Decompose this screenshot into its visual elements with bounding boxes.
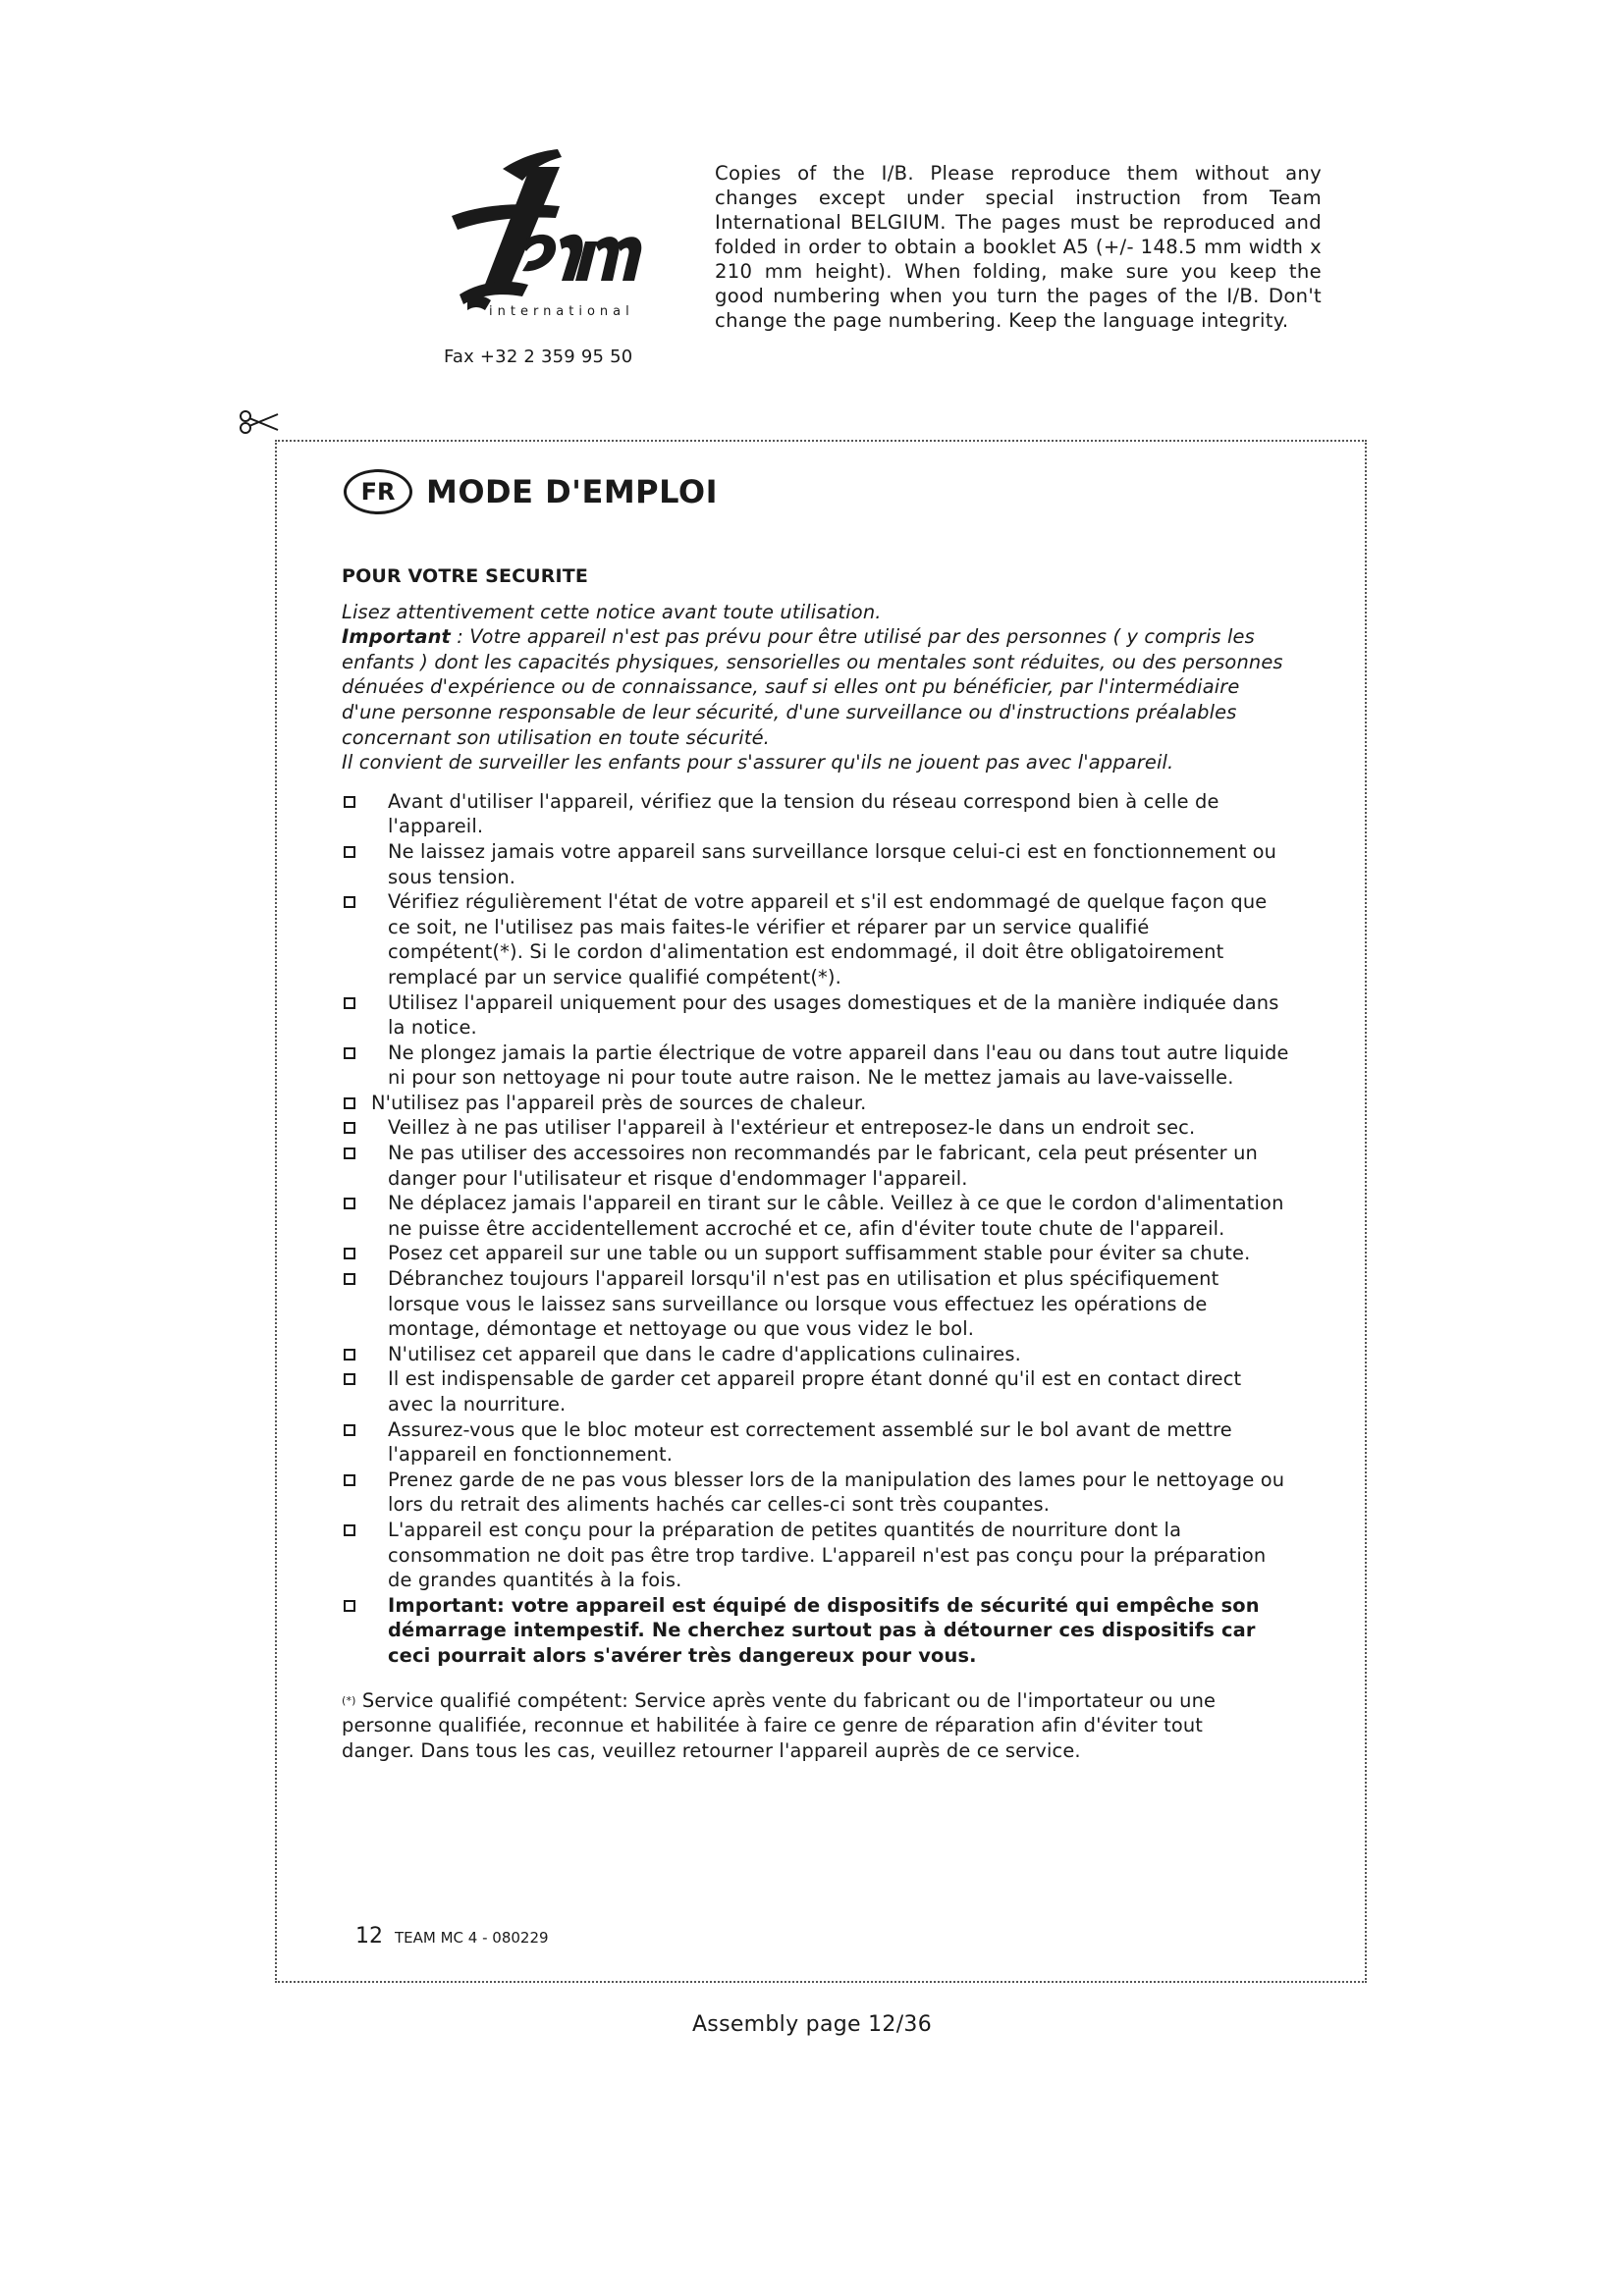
list-item: Veillez à ne pas utiliser l'appareil à l'extérieur et entreposez-le dans un endroit sec. [342,1115,1289,1141]
checkbox-bullet-icon [344,997,355,1009]
list-item: Prenez garde de ne pas vous blesser lors de la manipulation des lames pour le nettoyage ou lors du retrait des aliments hachés car celles-ci sont très coupantes. [342,1468,1289,1518]
section-heading: POUR VOTRE SECURITE [342,565,588,587]
checkbox-bullet-icon [344,1047,355,1059]
important-label: Important [342,625,451,649]
list-item-important: Important: votre appareil est équipé de dispositifs de sécurité qui empêche son démarrage intempestif. Ne cherchez surtout pas à détourner ces dispositifs car ceci pourrait alors s'avérer très dangereux pour vous. [342,1593,1289,1669]
checkbox-bullet-icon [344,1097,355,1109]
document-title: MODE D'EMPLOI [426,473,718,510]
list-item: Ne laissez jamais votre appareil sans surveillance lorsque celui-ci est en fonctionnement ou sous tension. [342,839,1289,889]
checkbox-bullet-icon [344,1122,355,1134]
footnote-text: Service qualifié compétent: Service après vente du fabricant ou de l'importateur ou une personne qualifiée, reconnue et habilitée à faire ce genre de réparation afin d'éviter tout danger. Dans tous les cas, veuillez retourner l'appareil auprès de ce service. [342,1688,1217,1762]
list-item: Assurez-vous que le bloc moteur est correctement assemblé sur le bol avant de mettre l'appareil en fonctionnement. [342,1417,1289,1468]
list-item: Ne plongez jamais la partie électrique de votre appareil dans l'eau ou dans tout autre liquide ni pour son nettoyage ni pour toute autre raison. Ne le mettez jamais au lave-vaisselle. [342,1041,1289,1091]
intro-children: Il convient de surveiller les enfants pour s'assurer qu'ils ne jouent pas avec l'appareil. [342,751,1174,774]
checkbox-bullet-icon [344,1273,355,1285]
list-item: Utilisez l'appareil uniquement pour des usages domestiques et de la manière indiquée dans la notice. [342,990,1289,1041]
checkbox-bullet-icon [344,1148,355,1159]
footnote [342,1688,1270,1764]
safety-section [342,564,1289,1763]
list-item: Avant d'utiliser l'appareil, vérifiez que la tension du réseau correspond bien à celle de l'appareil. [342,789,1289,839]
checkbox-bullet-icon [344,1474,355,1486]
team-logo-graphic [412,147,658,319]
list-item: N'utilisez pas l'appareil près de sources de chaleur. [342,1091,1289,1116]
reproduction-note: Copies of the I/B. Please reproduce them without any changes except under special instruction from Team International BELGIUM. The pages must be reproduced and folded in order to obtain a booklet A5 (+/- 148.5 mm width x 210 mm height). When folding, make sure you keep the good numbering when you turn the pages of the I/B. Don't change the page numbering. Keep the language integrity. [715,162,1322,332]
model-code: TEAM MC 4 - 080229 [395,1929,549,1947]
page-title [344,467,718,516]
checkbox-bullet-icon [344,1424,355,1436]
intro-read-carefully: Lisez attentivement cette notice avant toute utilisation. [342,600,882,623]
logo-subtext: international [489,304,634,319]
checkbox-bullet-icon [344,1198,355,1209]
checkbox-bullet-icon [344,1373,355,1385]
checkbox-bullet-icon [344,1248,355,1259]
list-item: L'appareil est conçu pour la préparation de petites quantités de nourriture dont la consommation ne doit pas être trop tardive. L'appareil n'est pas conçu pour la préparation de grandes quantités à la fois. [342,1518,1289,1593]
list-item: Ne déplacez jamais l'appareil en tirant sur le câble. Veillez à ce que le cordon d'alimentation ne puisse être accidentellement accroché et ce, afin d'éviter toute chute de l'appareil. [342,1191,1289,1241]
safety-list [342,789,1289,1669]
fax-number: Fax +32 2 359 95 50 [444,347,633,367]
language-badge: FR [344,469,412,514]
list-item: Ne pas utiliser des accessoires non recommandés par le fabricant, cela peut présenter un danger pour l'utilisateur et risque d'endommager l'appareil. [342,1141,1289,1191]
list-item: N'utilisez cet appareil que dans le cadre d'applications culinaires. [342,1342,1289,1367]
footnote-mark: (*) [342,1693,356,1707]
checkbox-bullet-icon [344,1349,355,1361]
list-item: Débranchez toujours l'appareil lorsqu'il n'est pas en utilisation et plus spécifiquement lorsque vous le laissez sans surveillance ou lorsque vous effectuez les opérations de montage, démontage et nettoyage ou que vous videz le bol. [342,1266,1289,1342]
checkbox-bullet-icon [344,1600,355,1612]
team-logo [412,147,658,373]
intro-important [342,624,1289,750]
important-text: : Votre appareil n'est pas prévu pour être utilisé par des personnes ( y compris les enfants ) dont les capacités physiques, sensorielles ou mentales sont réduites, ou des personnes dénuées d'expérience ou de connaissance, sauf si elles ont pu bénéficier, par l'intermédiaire d'une personne responsable de leur sécurité, d'une surveillance ou d'instructions préalables concernant son utilisation en toute sécurité. [342,625,1283,749]
checkbox-bullet-icon [344,796,355,808]
list-item: Il est indispensable de garder cet appareil propre étant donné qu'il est en contact direct avec la nourriture. [342,1366,1289,1416]
list-item: Vérifiez régulièrement l'état de votre appareil et s'il est endommagé de quelque façon que ce soit, ne l'utilisez pas mais faites-le vérifier et réparer par un service qualifié compétent(*). Si le cordon d'alimentation est endommagé, il doit être obligatoirement remplacé par un service qualifié compétent(*). [342,889,1289,989]
scissors-icon [239,406,280,436]
page-footer [355,1924,549,1949]
list-item: Posez cet appareil sur une table ou un support suffisamment stable pour éviter sa chute. [342,1241,1289,1266]
checkbox-bullet-icon [344,896,355,908]
checkbox-bullet-icon [344,1524,355,1536]
assembly-page-label: Assembly page 12/36 [691,2012,933,2037]
checkbox-bullet-icon [344,846,355,858]
page-number: 12 [355,1924,383,1949]
safety-intro [342,600,1289,775]
